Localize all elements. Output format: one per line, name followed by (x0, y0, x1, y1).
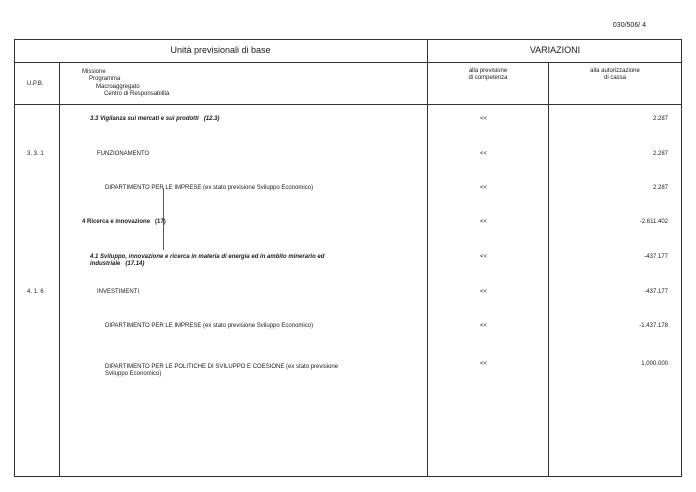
row-centro-desc (105, 364, 338, 378)
row-desc-text: 4.1 Sviluppo, innovazione e ricerca in materia di energia ed in ambito minerario ed (90, 254, 325, 260)
row-desc-text: 3.3 Vigilanza sui mercati e sui prodotti (90, 116, 199, 122)
row-upb: 3. 3. 1 (27, 151, 44, 157)
cassa-column-divider (548, 62, 549, 477)
row-desc-text: DIPARTIMENTO PER LE POLITICHE DI SVILUPPO E COESIONE (ex stato previsione (105, 364, 339, 370)
row-desc-line2 (90, 261, 324, 268)
header-centro: Centro di Responsabilità (104, 91, 170, 97)
header-upb: U.P.B. (27, 81, 44, 87)
header-cassa-line2: di cassa (603, 75, 626, 81)
row-code: (12.3) (203, 116, 220, 122)
row-comp: << (480, 361, 488, 367)
row-upb: 4. 1. 6 (27, 289, 44, 295)
variazioni-column-divider (427, 39, 428, 477)
row-comp: << (480, 323, 488, 329)
row-missione-desc (82, 219, 166, 226)
row-desc-text2: Sviluppo Economico) (105, 371, 162, 377)
header-macroaggregato: Macroaggregato (96, 84, 140, 90)
table-right-border (681, 39, 682, 477)
row-cassa: 2.287 (652, 151, 668, 157)
header-cassa (549, 68, 681, 82)
header-competenza (428, 68, 548, 82)
row-code: (17) (155, 219, 166, 225)
row-cassa: -1.437.178 (639, 323, 668, 329)
row-macroaggregato-desc: INVESTIMENTI (97, 289, 140, 295)
header-competenza-line2: di competenza (468, 75, 508, 81)
row-programma-desc (90, 254, 324, 268)
row-cassa: -2.611.402 (639, 219, 668, 225)
header-cassa-line1: alla autorizzazione (590, 68, 640, 74)
header-bottom-border (14, 104, 682, 105)
row-programma-desc (90, 116, 220, 123)
row-cassa: 1.000.000 (641, 361, 668, 367)
row-cassa: 2.287 (652, 185, 668, 191)
row-desc-text: 4 Ricerca e innovazione (82, 219, 151, 225)
row-code: (17.14) (125, 261, 145, 267)
row-comp: << (480, 219, 488, 225)
header-title: Unità previsionali di base (170, 45, 271, 55)
row-cassa: -437.177 (644, 289, 668, 295)
row-desc-text2: industriale (90, 261, 121, 267)
header-competenza-line1: alla previsione (468, 68, 508, 74)
upb-column-divider (59, 62, 60, 477)
page-reference: 030/506/ 4 (612, 22, 646, 29)
row-comp: << (480, 151, 488, 157)
row-comp: << (480, 254, 488, 260)
header-missione: Missione (82, 69, 106, 75)
row-cassa: 2.287 (652, 116, 668, 122)
row-macroaggregato-desc: FUNZIONAMENTO (97, 151, 150, 157)
table-left-border (14, 39, 15, 477)
row-centro-desc: DIPARTIMENTO PER LE IMPRESE (ex stato previsione Sviluppo Economico) (105, 185, 314, 191)
row-cassa: -437.177 (644, 254, 668, 260)
row-comp: << (480, 185, 488, 191)
header-programma: Programma (89, 76, 121, 82)
table-bottom-border (14, 476, 682, 477)
header-divider (14, 62, 682, 63)
header-variazioni: VARIAZIONI (529, 45, 581, 55)
table-top-border (14, 39, 682, 40)
row-comp: << (480, 289, 488, 295)
row-centro-desc: DIPARTIMENTO PER LE IMPRESE (ex stato previsione Sviluppo Economico) (105, 323, 314, 329)
row-comp: << (480, 116, 488, 122)
